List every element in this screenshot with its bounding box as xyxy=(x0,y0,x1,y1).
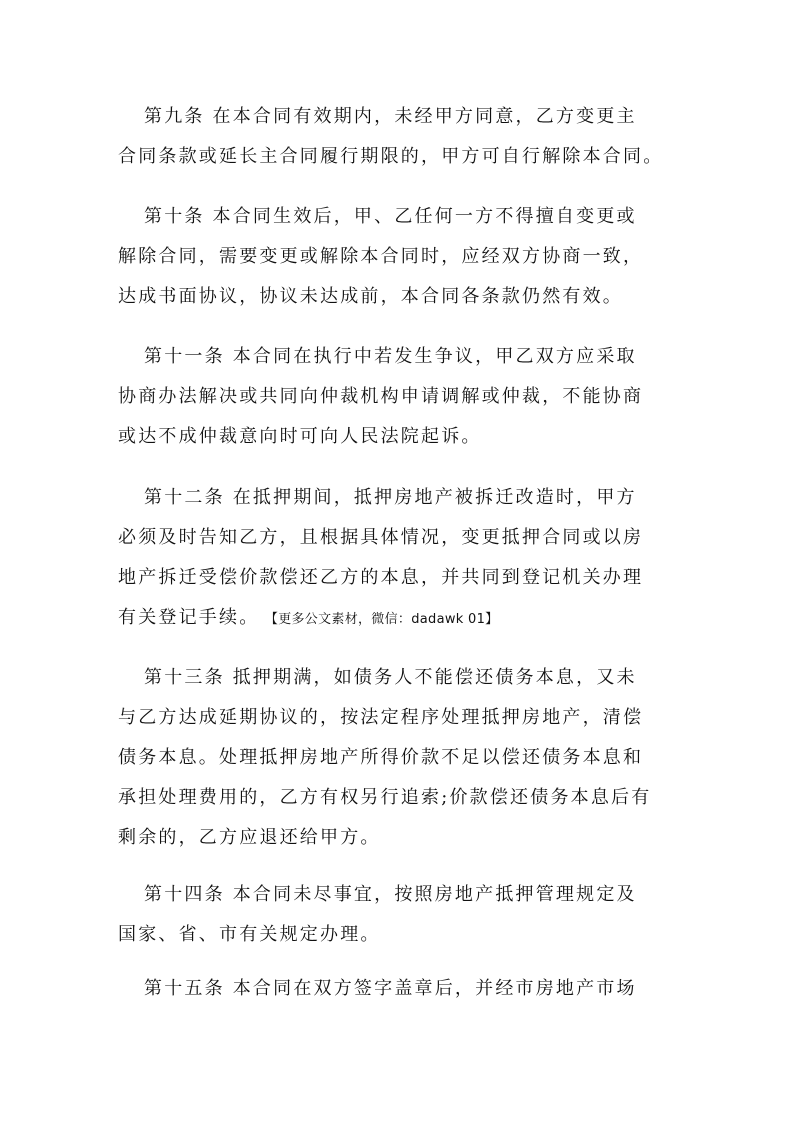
article-line-text: 有关登记手续。 xyxy=(118,607,260,628)
article-line: 或达不成仲裁意向时可向人民法院起诉。 xyxy=(118,426,482,447)
article-line: 协商办法解决或共同向仲裁机构申请调解或仲裁，不能协商 xyxy=(118,386,644,407)
article-line: 国家、省、市有关规定办理。 xyxy=(118,924,381,945)
article-line: 承担处理费用的，乙方有权另行追索;价款偿还债务本息后有 xyxy=(118,787,652,808)
article-line: 第十三条 抵押期满，如债务人不能偿还债务本息，又未 xyxy=(144,667,637,688)
article-9 xyxy=(118,97,678,177)
article-14 xyxy=(118,875,678,955)
article-line: 解除合同，需要变更或解除本合同时，应经双方协商一致， xyxy=(118,246,644,267)
article-10 xyxy=(118,197,678,317)
article-line: 与乙方达成延期协议的，按法定程序处理抵押房地产，清偿 xyxy=(118,707,644,728)
article-line: 第九条 在本合同有效期内，未经甲方同意，乙方变更主 xyxy=(144,106,637,127)
article-line: 达成书面协议，协议未达成前，本合同各条款仍然有效。 xyxy=(118,286,623,307)
article-line: 合同条款或延长主合同履行期限的，甲方可自行解除本合同。 xyxy=(118,146,664,167)
article-line: 地产拆迁受偿价款偿还乙方的本息，并共同到登记机关办理 xyxy=(118,567,644,588)
article-line: 第十二条 在抵押期间，抵押房地产被拆迁改造时，甲方 xyxy=(144,487,637,508)
article-last-line xyxy=(118,598,678,638)
article-line: 第十条 本合同生效后，甲、乙任何一方不得擅自变更或 xyxy=(144,206,637,227)
article-line: 必须及时告知乙方，且根据具体情况，变更抵押合同或以房 xyxy=(118,527,644,548)
article-15 xyxy=(118,969,678,1009)
article-line: 第十四条 本合同未尽事宜，按照房地产抵押管理规定及 xyxy=(144,884,637,905)
article-line: 债务本息。处理抵押房地产所得价款不足以偿还债务本息和 xyxy=(118,747,644,768)
article-12 xyxy=(118,478,678,638)
article-line: 第十五条 本合同在双方签字盖章后，并经市房地产市场 xyxy=(144,978,637,999)
article-line: 剩余的，乙方应退还给甲方。 xyxy=(118,827,381,848)
article-line: 第十一条 本合同在执行中若发生争议，甲乙双方应采取 xyxy=(144,346,637,367)
promo-note: 【更多公文素材，微信：dadawk 01】 xyxy=(271,612,499,627)
article-11 xyxy=(118,337,678,457)
article-13 xyxy=(118,658,678,858)
